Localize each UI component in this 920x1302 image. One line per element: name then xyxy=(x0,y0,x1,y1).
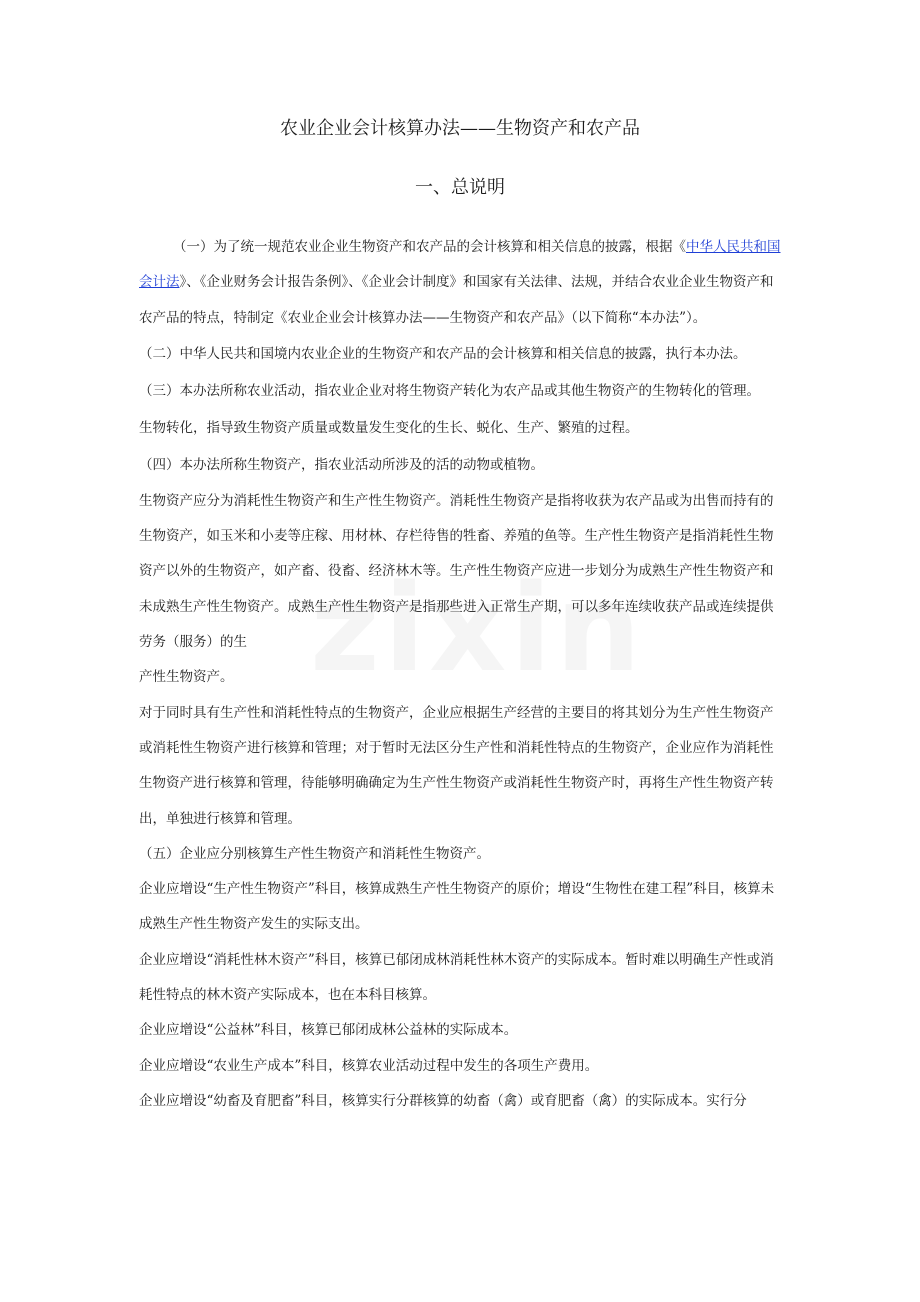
paragraph-9: （五）企业应分别核算生产性生物资产和消耗性生物资产。 xyxy=(139,845,490,862)
paragraph-3: （三）本办法所称农业活动，指农业企业对将生物资产转化为农产品或其他生物资产的生物转化的管理。 xyxy=(139,382,760,399)
paragraph-6: 生物资产应分为消耗性生物资产和生产性生物资产。消耗性生物资产是指将收获为农产品或为出售而持有的生物资产，如玉米和小麦等庄稼、用材林、存栏待售的牲畜、养殖的鱼等。生产性生物资产是指消耗性生物资产以外的生物资产，如产畜、役畜、经济林木等。生产性生物资产应进一步划分为成熟生产性生物资产和未成熟生产性生物资产。成熟生产性生物资产是指那些进入正常生产期，可以多年连续收获产品或连续提供劳务（服务）的生 xyxy=(139,492,774,651)
paragraph-1 xyxy=(139,230,782,336)
paragraph-1-text-a: （一）为了统一规范农业企业生物资产和农产品的会计核算和相关信息的披露，根据《 xyxy=(173,239,686,255)
paragraph-11: 企业应增设“消耗性林木资产”科目，核算已郁闭成林消耗性林木资产的实际成本。暂时难以明确生产性或消耗性特点的林木资产实际成本，也在本科目核算。 xyxy=(139,951,774,1004)
accounting-law-link[interactable]: 中华人民共和国会计法 xyxy=(139,239,781,291)
document-title: 农业企业会计核算办法——生物资产和农产品 xyxy=(280,118,640,139)
paragraph-14: 企业应增设“幼畜及育肥畜”科目，核算实行分群核算的幼畜（禽）或育肥畜（禽）的实际成本。实行分 xyxy=(139,1092,747,1109)
paragraph-8: 对于同时具有生产性和消耗性特点的生物资产，企业应根据生产经营的主要目的将其划分为生产性生物资产或消耗性生物资产进行核算和管理；对于暂时无法区分生产性和消耗性特点的生物资产，企业应作为消耗性生物资产进行核算和管理，待能够明确确定为生产性生物资产或消耗性生物资产时，再将生产性生物资产转出，单独进行核算和管理。 xyxy=(139,704,774,827)
document-body xyxy=(139,230,782,1119)
paragraph-1-text-b: 》、《企业财务会计报告条例》、《企业会计制度》和国家有关法律、法规，并结合农业企业生物资产和农产品的特点，特制定《农业企业会计核算办法——生物资产和农产品》（以下简称“本办法”）。 xyxy=(139,274,774,326)
paragraph-2: （二）中华人民共和国境内农业企业的生物资产和农产品的会计核算和相关信息的披露，执行本办法。 xyxy=(139,345,747,362)
paragraph-10: 企业应增设“生产性生物资产”科目，核算成熟生产性生物资产的原价；增设“生物性在建工程”科目，核算未成熟生产性生物资产发生的实际支出。 xyxy=(139,881,775,933)
section-heading: 一、总说明 xyxy=(415,177,505,198)
paragraph-12: 企业应增设“公益林”科目，核算已郁闭成林公益林的实际成本。 xyxy=(139,1022,518,1039)
paragraph-13: 企业应增设“农业生产成本”科目，核算农业活动过程中发生的各项生产费用。 xyxy=(139,1057,599,1074)
paragraph-7: 产性生物资产。 xyxy=(139,669,234,686)
paragraph-4: 生物转化，指导致生物资产质量或数量发生变化的生长、蜕化、生产、繁殖的过程。 xyxy=(139,419,639,436)
paragraph-5: （四）本办法所称生物资产，指农业活动所涉及的活的动物或植物。 xyxy=(139,456,544,473)
